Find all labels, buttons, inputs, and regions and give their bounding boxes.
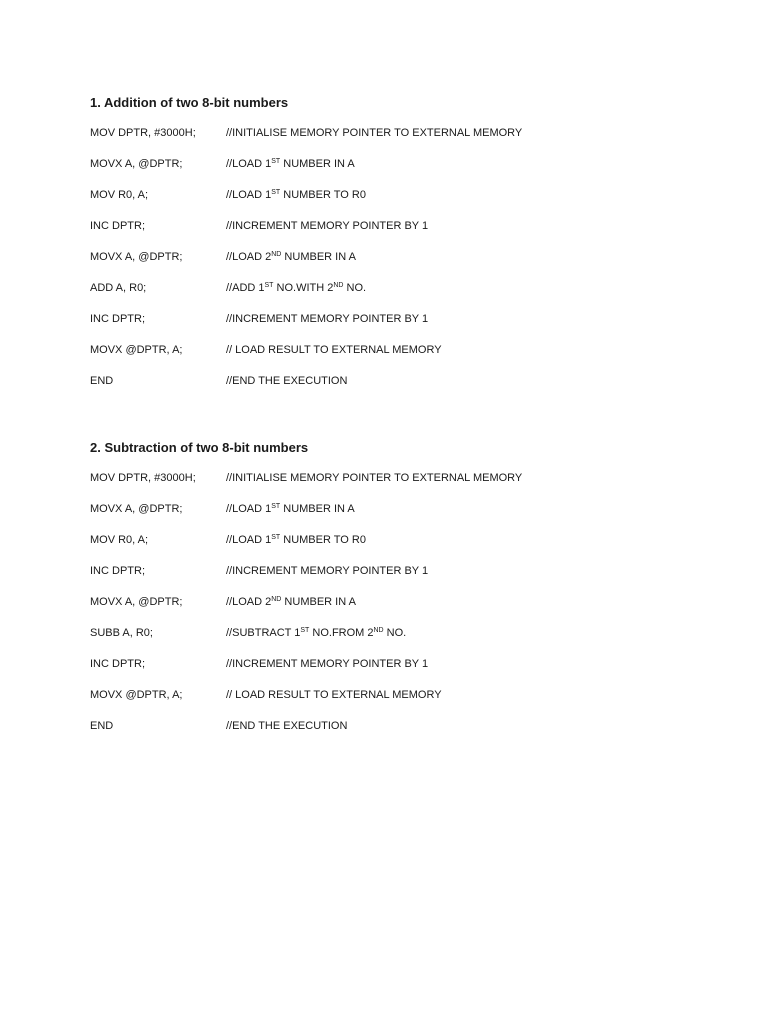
- comment: [226, 156, 355, 173]
- ordinal-suffix: ND: [271, 596, 282, 603]
- instruction: MOVX @DPTR, A;: [90, 344, 183, 356]
- comment: [226, 656, 428, 673]
- instruction: MOVX A, @DPTR;: [90, 596, 183, 608]
- instruction: SUBB A, R0;: [90, 627, 153, 639]
- code-line: [90, 125, 690, 156]
- instruction: INC DPTR;: [90, 220, 145, 232]
- instruction: ADD A, R0;: [90, 282, 147, 294]
- comment-text: //SUBTRACT 1: [226, 627, 301, 639]
- comment: [226, 625, 406, 642]
- comment: [226, 501, 355, 518]
- comment-text: NO.WITH 2: [273, 282, 334, 294]
- comment-text: //LOAD 2: [226, 596, 272, 608]
- comment: [226, 470, 522, 487]
- comment-text: //INCREMENT MEMORY POINTER BY 1: [226, 565, 429, 577]
- comment-text: NUMBER IN A: [281, 596, 356, 608]
- ordinal-suffix: ST: [271, 158, 281, 165]
- comment-text: //LOAD 2: [226, 251, 272, 263]
- instruction: INC DPTR;: [90, 658, 145, 670]
- comment: [226, 718, 347, 735]
- comment: [226, 311, 428, 328]
- comment-text: NUMBER TO R0: [280, 534, 366, 546]
- code-line: [90, 594, 690, 625]
- code-line: [90, 532, 690, 563]
- instruction: END: [90, 720, 114, 732]
- instruction: MOV R0, A;: [90, 534, 149, 546]
- comment-text: //LOAD 1: [226, 189, 272, 201]
- comment: [226, 373, 347, 390]
- comment-text: NUMBER IN A: [280, 158, 355, 170]
- section-addition: [90, 94, 690, 404]
- instruction: INC DPTR;: [90, 313, 145, 325]
- section-heading: 1. Addition of two 8-bit numbers: [90, 95, 289, 110]
- code-line: [90, 563, 690, 594]
- code-line: [90, 470, 690, 501]
- code-listing: [90, 470, 690, 749]
- comment-text: // LOAD RESULT TO EXTERNAL MEMORY: [226, 344, 442, 356]
- comment-text: NO.: [383, 627, 407, 639]
- comment-text: NUMBER TO R0: [280, 189, 366, 201]
- section-heading: 2. Subtraction of two 8-bit numbers: [90, 440, 309, 455]
- code-line: [90, 311, 690, 342]
- code-listing: [90, 125, 690, 404]
- code-line: [90, 501, 690, 532]
- comment-text: //INCREMENT MEMORY POINTER BY 1: [226, 658, 429, 670]
- comment: [226, 218, 428, 235]
- comment: [226, 563, 428, 580]
- instruction: MOVX @DPTR, A;: [90, 689, 183, 701]
- code-line: [90, 625, 690, 656]
- comment-text: // LOAD RESULT TO EXTERNAL MEMORY: [226, 689, 442, 701]
- instruction: MOV DPTR, #3000H;: [90, 472, 196, 484]
- comment: [226, 249, 356, 266]
- ordinal-suffix: ND: [333, 282, 344, 289]
- comment-text: NO.FROM 2: [309, 627, 374, 639]
- comment-text: //ADD 1: [226, 282, 265, 294]
- instruction: MOVX A, @DPTR;: [90, 503, 183, 515]
- code-line: [90, 156, 690, 187]
- comment: [226, 532, 366, 549]
- code-line: [90, 280, 690, 311]
- instruction: MOV R0, A;: [90, 189, 149, 201]
- comment: [226, 125, 522, 142]
- code-line: [90, 656, 690, 687]
- ordinal-suffix: ST: [300, 627, 310, 634]
- code-line: [90, 342, 690, 373]
- comment-text: //LOAD 1: [226, 503, 272, 515]
- comment-text: //INITIALISE MEMORY POINTER TO EXTERNAL MEMORY: [226, 127, 523, 139]
- code-line: [90, 187, 690, 218]
- comment-text: //INITIALISE MEMORY POINTER TO EXTERNAL MEMORY: [226, 472, 523, 484]
- comment: [226, 342, 442, 359]
- comment-text: NUMBER IN A: [281, 251, 356, 263]
- code-line: [90, 687, 690, 718]
- comment-text: //LOAD 1: [226, 534, 272, 546]
- comment: [226, 280, 366, 297]
- comment-text: NO.: [343, 282, 367, 294]
- section-subtraction: [90, 439, 690, 749]
- comment-text: //LOAD 1: [226, 158, 272, 170]
- ordinal-suffix: ST: [271, 534, 281, 541]
- instruction: INC DPTR;: [90, 565, 145, 577]
- comment-text: //INCREMENT MEMORY POINTER BY 1: [226, 313, 429, 325]
- code-line: [90, 218, 690, 249]
- instruction: MOVX A, @DPTR;: [90, 251, 183, 263]
- ordinal-suffix: ST: [271, 189, 281, 196]
- ordinal-suffix: ST: [264, 282, 274, 289]
- code-line: [90, 249, 690, 280]
- comment-text: //END THE EXECUTION: [226, 720, 348, 732]
- instruction: MOV DPTR, #3000H;: [90, 127, 196, 139]
- instruction: MOVX A, @DPTR;: [90, 158, 183, 170]
- comment: [226, 687, 442, 704]
- comment: [226, 594, 356, 611]
- comment-text: //INCREMENT MEMORY POINTER BY 1: [226, 220, 429, 232]
- code-line: [90, 718, 690, 749]
- ordinal-suffix: ND: [373, 627, 384, 634]
- comment: [226, 187, 366, 204]
- instruction: END: [90, 375, 114, 387]
- ordinal-suffix: ND: [271, 251, 282, 258]
- code-line: [90, 373, 690, 404]
- comment-text: //END THE EXECUTION: [226, 375, 348, 387]
- comment-text: NUMBER IN A: [280, 503, 355, 515]
- ordinal-suffix: ST: [271, 503, 281, 510]
